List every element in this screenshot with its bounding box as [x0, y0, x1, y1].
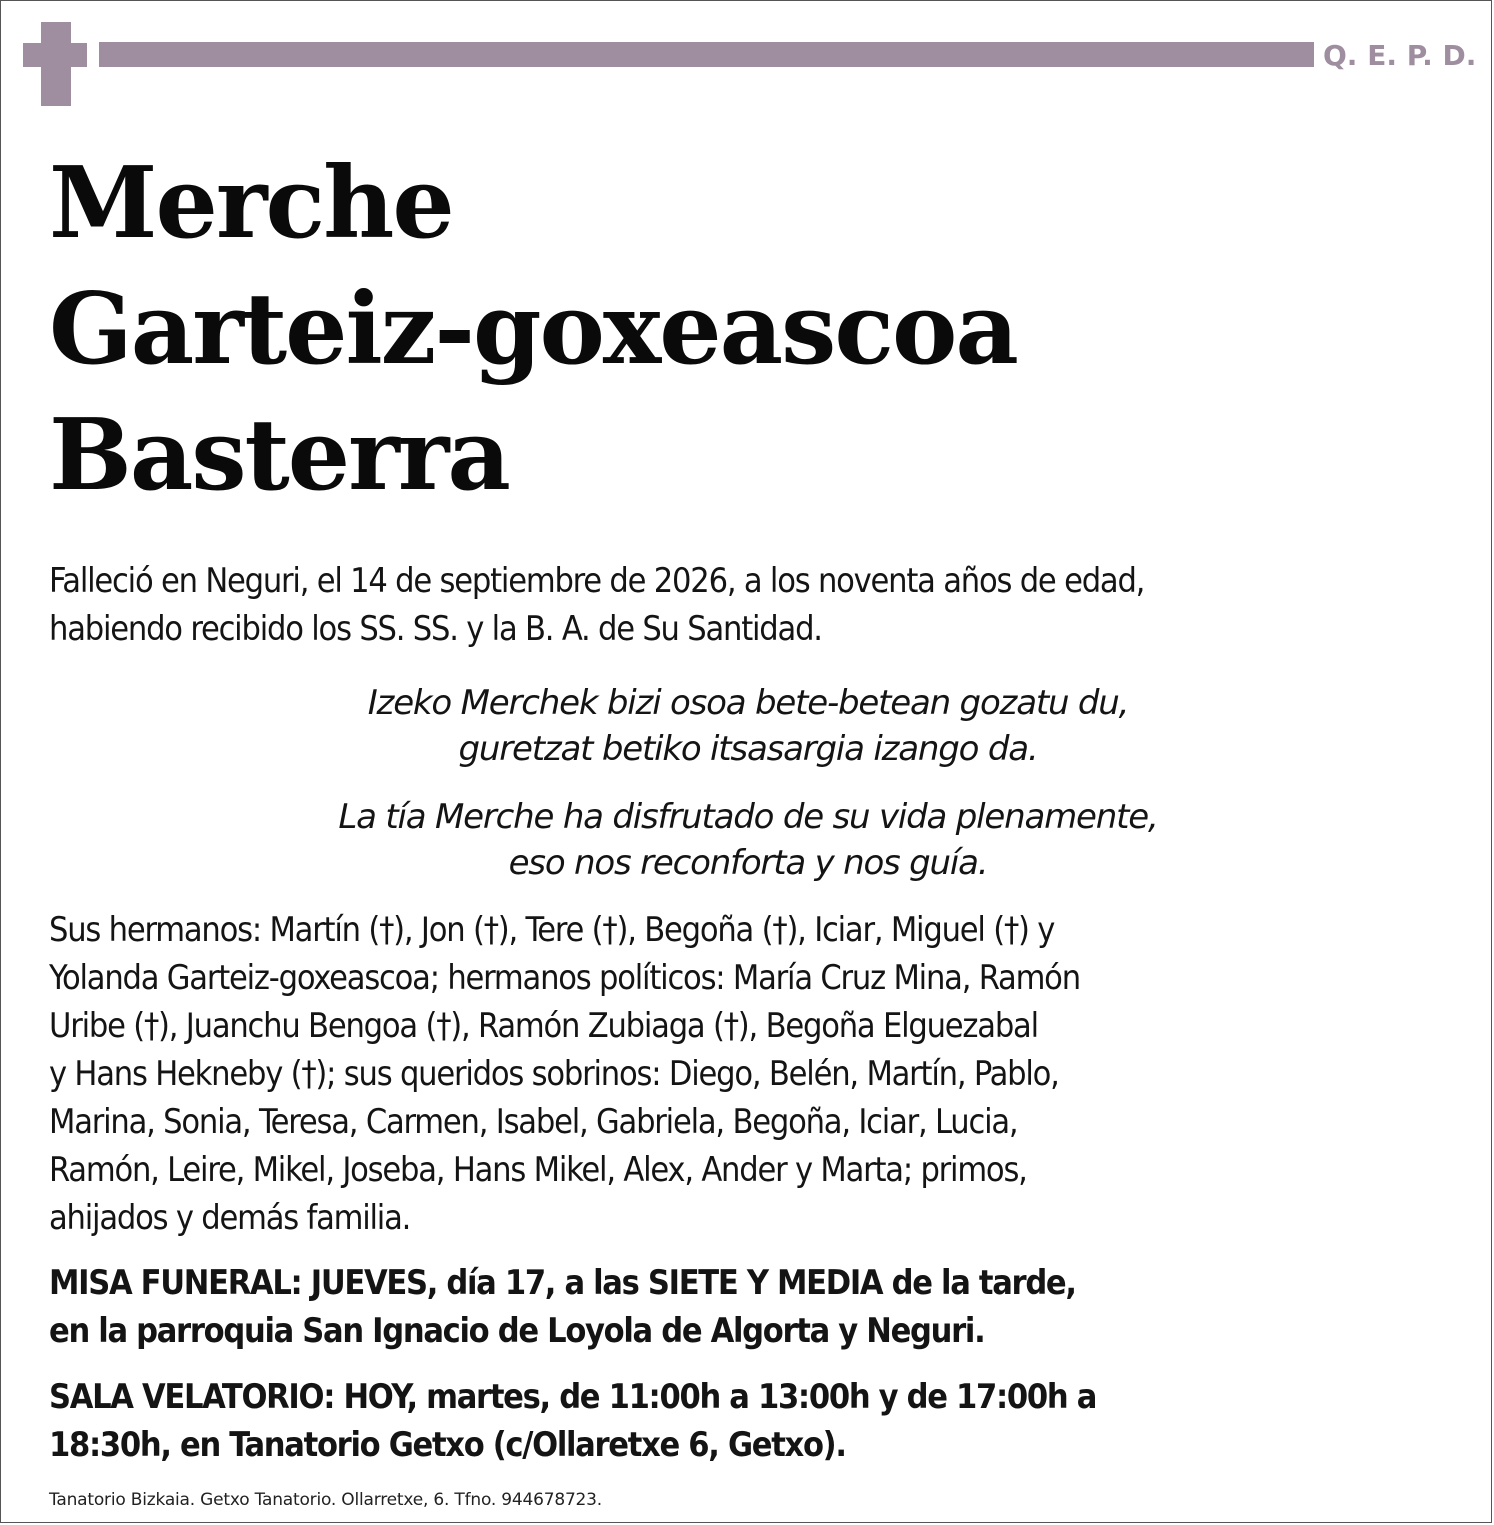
funeral-home-footer: Tanatorio Bizkaia. Getxo Tanatorio. Ollarretxe, 6. Tfno. 944678723. [49, 1490, 602, 1510]
family-line: ahijados y demás familia. [49, 1198, 411, 1238]
family-line: Marina, Sonia, Teresa, Carmen, Isabel, Gabriela, Begoña, Iciar, Lucia, [49, 1102, 1018, 1142]
name-surname-1: Garteiz-goxeascoa [49, 272, 1017, 387]
quote-line: La tía Merche ha disfrutado de su vida plenamente, [338, 797, 1158, 837]
wake-line: 18:30h, en Tanatorio Getxo (c/Ollaretxe 6, Getxo). [49, 1425, 846, 1465]
funeral-mass-line: MISA FUNERAL: JUEVES, día 17, a las SIETE Y MEDIA de la tarde, [49, 1263, 1076, 1303]
quote-line: eso nos reconforta y nos guía. [508, 843, 988, 883]
family-line: y Hans Hekneby (†); sus queridos sobrinos: Diego, Belén, Martín, Pablo, [49, 1054, 1059, 1094]
funeral-mass-line: en la parroquia San Ignacio de Loyola de Algorta y Neguri. [49, 1311, 985, 1351]
wake-notice [49, 1373, 1459, 1469]
quote-basque [1, 680, 1494, 772]
wake-line: SALA VELATORIO: HOY, martes, de 11:00h a 13:00h y de 17:00h a [49, 1377, 1097, 1417]
name-first: Merche [49, 146, 453, 261]
name-surname-2: Basterra [49, 398, 509, 513]
family-line: Yolanda Garteiz-goxeascoa; hermanos políticos: María Cruz Mina, Ramón [49, 958, 1080, 998]
quote-spanish [1, 794, 1494, 886]
qepd-label: Q. E. P. D. [1323, 39, 1477, 72]
family-line: Ramón, Leire, Mikel, Joseba, Hans Mikel, Alex, Ander y Marta; primos, [49, 1150, 1027, 1190]
family-line: Uribe (†), Juanchu Bengoa (†), Ramón Zubiaga (†), Begoña Elguezabal [49, 1006, 1038, 1046]
quote-line: guretzat betiko itsasargia izango da. [458, 729, 1038, 769]
death-notice-line: Falleció en Neguri, el 14 de septiembre de 2026, a los noventa años de edad, [49, 561, 1145, 601]
funeral-mass-notice [49, 1259, 1459, 1355]
family-line: Sus hermanos: Martín (†), Jon (†), Tere (†), Begoña (†), Iciar, Miguel (†) y [49, 910, 1055, 950]
deceased-name [49, 141, 1017, 519]
cross-icon-horizontal [23, 43, 87, 67]
quote-line: Izeko Merchek bizi osoa bete-betean gozatu du, [367, 683, 1129, 723]
header-rule [99, 42, 1314, 67]
family-list [49, 906, 1459, 1242]
death-notice [49, 557, 1459, 653]
death-notice-line: habiendo recibido los SS. SS. y la B. A. de Su Santidad. [49, 609, 822, 649]
